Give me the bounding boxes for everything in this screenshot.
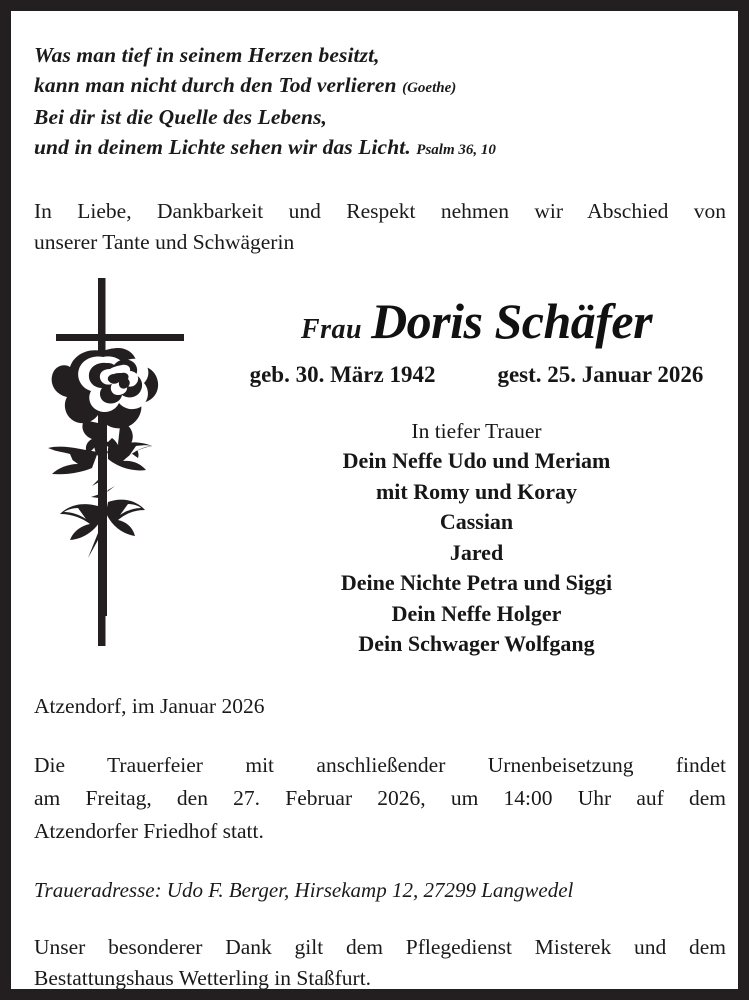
epigraph-line-1: Was man tief in seinem Herzen besitzt,: [34, 43, 380, 67]
mourner-item: Dein Schwager Wolfgang: [358, 631, 595, 656]
place-and-date: Atzendorf, im Januar 2026: [34, 693, 265, 718]
mourner-item: mit Romy und Koray: [375, 478, 578, 504]
notice-content: [11, 11, 738, 989]
epigraph: [34, 41, 715, 165]
epigraph-attribution-goethe: (Goethe): [402, 79, 457, 96]
mourner-item: Dein Neffe Holger: [391, 600, 562, 626]
intro-text: [34, 196, 726, 258]
ceremony-line-3: Atzendorfer Friedhof statt.: [34, 818, 264, 843]
thanks-line-2: Bestattungshaus Wetterling in Staßfurt.: [34, 965, 372, 990]
thanks-text: [34, 932, 726, 994]
life-dates: [204, 362, 749, 388]
thanks-line-1: Unser besonderer Dank gilt dem Pflegedienst Misterek und dem: [34, 934, 726, 959]
cross-with-rose-icon: [40, 256, 190, 656]
epigraph-line-2: kann man nicht durch den Tod verlieren (Goethe): [34, 72, 457, 97]
ceremony-line-1: Die Trauerfeier mit anschließender Urnenbeisetzung findet: [34, 752, 726, 777]
mourner-item: Cassian: [439, 509, 514, 534]
salutation: Frau: [300, 314, 363, 345]
mourner-item: Dein Neffe Udo und Meriam: [342, 448, 611, 473]
intro-line-2: unserer Tante und Schwägerin: [34, 230, 295, 254]
mourning-heading: In tiefer Trauer: [411, 419, 542, 443]
mourners-block: [204, 416, 749, 660]
name-line: [204, 293, 749, 349]
epigraph-line-4: und in deinem Lichte sehen wir das Licht. Psalm 36, 10: [34, 134, 496, 159]
ceremony-details: [34, 749, 726, 848]
deceased-name: Doris Schäfer: [371, 293, 653, 349]
death-date: gest. 25. Januar 2026: [497, 362, 704, 387]
epigraph-line-3: Bei dir ist die Quelle des Lebens,: [34, 105, 328, 129]
birth-date: geb. 30. März 1942: [249, 362, 436, 387]
mourner-item: Deine Nichte Petra und Siggi: [340, 570, 613, 595]
intro-line-1: In Liebe, Dankbarkeit und Respekt nehmen wir Abschied von: [34, 199, 726, 223]
epigraph-attribution-psalm: Psalm 36, 10: [416, 141, 496, 158]
mourner-item: Jared: [449, 539, 504, 565]
mourning-address: Traueradresse: Udo F. Berger, Hirsekamp 12, 27299 Langwedel: [34, 877, 574, 902]
ceremony-line-2: am Freitag, den 27. Februar 2026, um 14:00 Uhr auf dem: [34, 785, 726, 810]
deceased-name-block: [204, 293, 749, 388]
